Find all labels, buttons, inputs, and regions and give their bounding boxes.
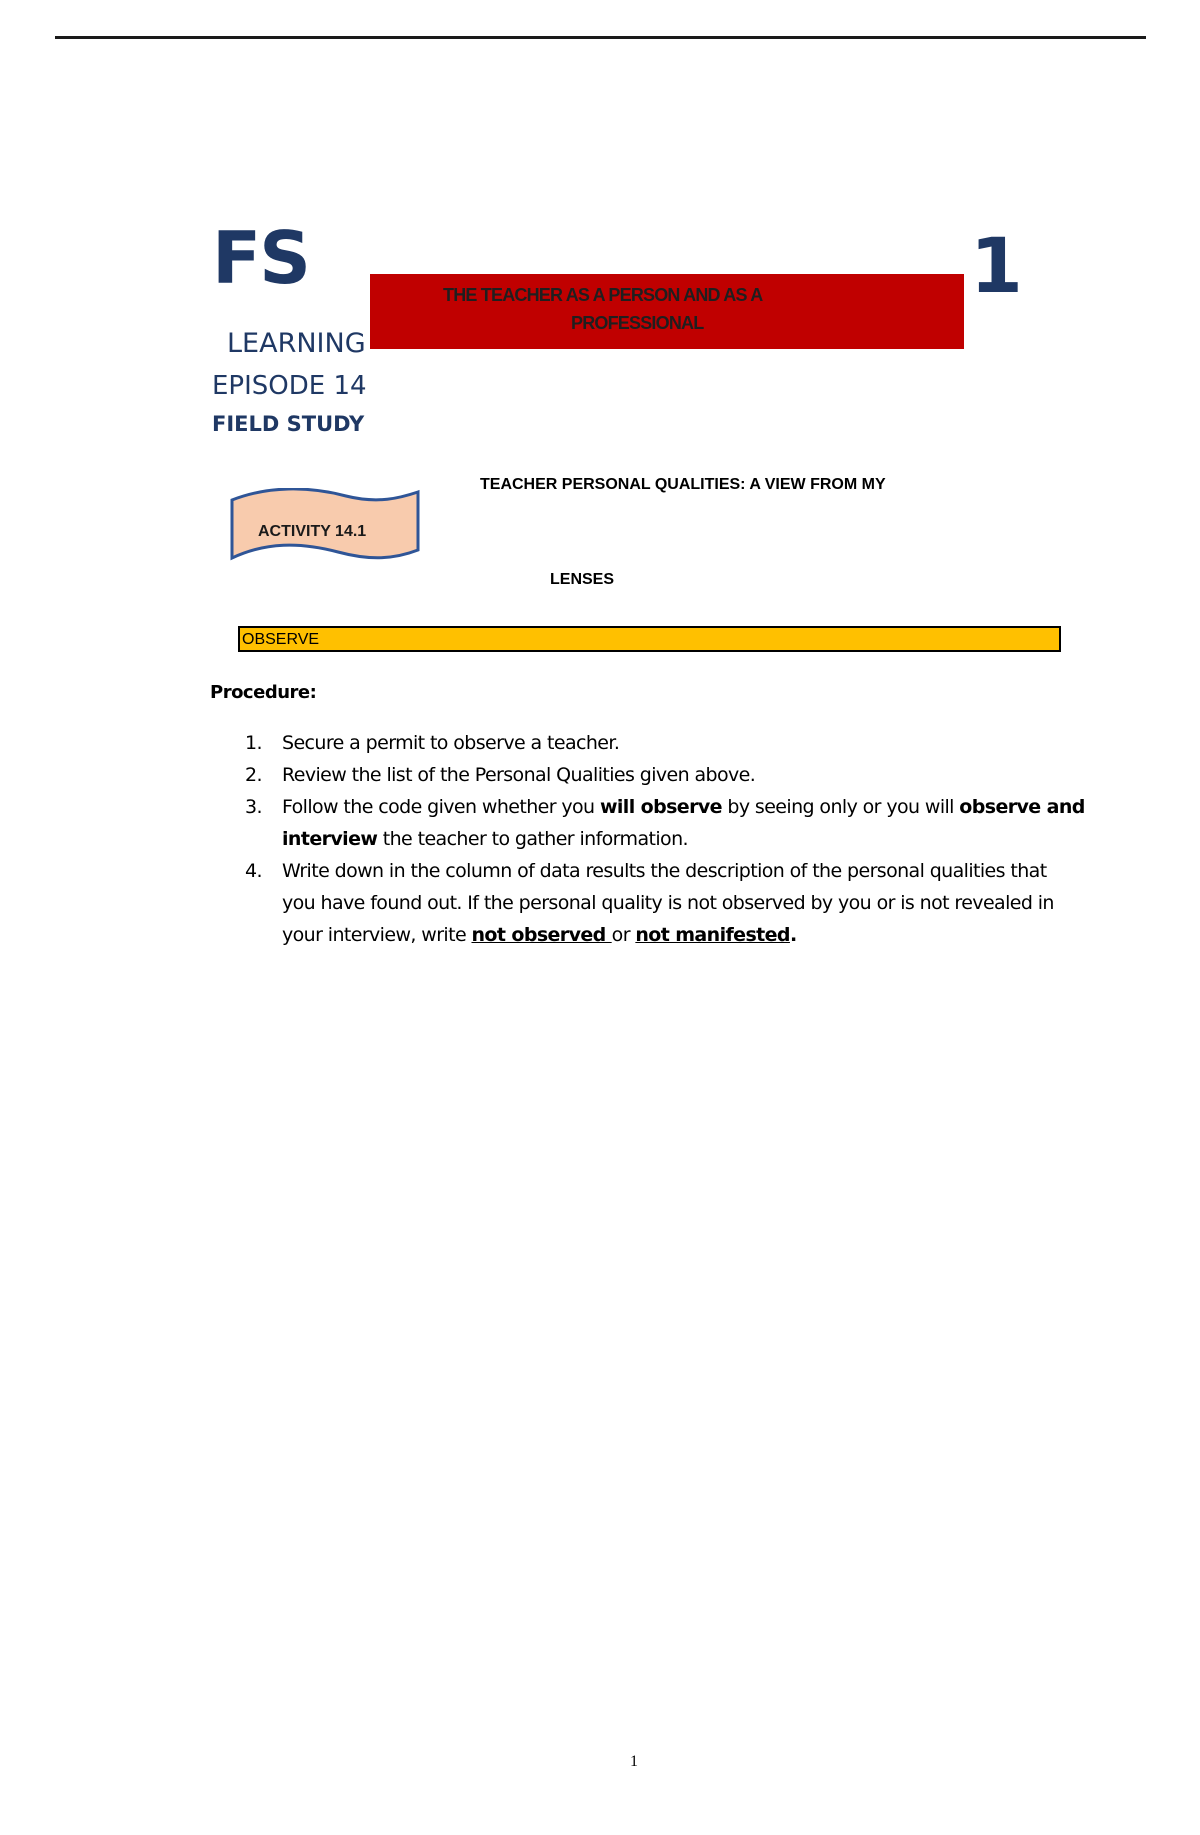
step-number: 3. bbox=[245, 796, 262, 818]
field-study-label: FIELD STUDY bbox=[212, 412, 365, 436]
activity-subtitle-line-1: TEACHER PERSONAL QUALITIES: A VIEW FROM MY bbox=[480, 476, 886, 493]
step-text-post: the teacher to gather information. bbox=[377, 828, 688, 850]
title-line-1: THE TEACHER AS A PERSON AND AS A bbox=[443, 285, 763, 305]
procedure-steps-list bbox=[245, 727, 1085, 951]
observe-label: OBSERVE bbox=[242, 631, 320, 648]
step-text-mid: by seeing only or you will bbox=[721, 796, 960, 818]
step-number: 1. bbox=[245, 732, 262, 754]
step-underline-not-observed: not observed bbox=[471, 924, 612, 946]
step-bold-observe-interview: observe and interview bbox=[282, 796, 1085, 850]
learning-label: LEARNING bbox=[227, 328, 366, 359]
step-number: 4. bbox=[245, 860, 262, 882]
observe-section-bar bbox=[238, 626, 1061, 652]
procedure-step-2 bbox=[245, 759, 1085, 791]
step-text: Review the list of the Personal Qualities given above. bbox=[282, 764, 756, 786]
step-text-pre: Write down in the column of data results the description of the personal qualities that you have found out. If the personal quality is not observed by you or is not revealed in your interview, write bbox=[282, 860, 1054, 946]
step-underline-not-manifested: not manifested bbox=[635, 924, 790, 946]
step-bold-will-observe: will observe bbox=[599, 796, 722, 818]
module-number: 1 bbox=[970, 221, 1023, 310]
fs-heading: FS bbox=[212, 216, 310, 300]
procedure-step-1 bbox=[245, 727, 1085, 759]
procedure-step-4 bbox=[245, 855, 1085, 951]
title-line-2: PROFESSIONAL bbox=[571, 313, 704, 333]
step-text: Secure a permit to observe a teacher. bbox=[282, 732, 620, 754]
activity-label: ACTIVITY 14.1 bbox=[258, 523, 367, 540]
step-text-pre: Follow the code given whether you bbox=[282, 796, 600, 818]
step-number: 2. bbox=[245, 764, 262, 786]
procedure-step-3 bbox=[245, 791, 1085, 855]
episode-label: EPISODE 14 bbox=[212, 371, 367, 401]
step-text-post: . bbox=[789, 924, 797, 946]
title-banner bbox=[370, 274, 964, 349]
step-text-mid: or bbox=[611, 924, 636, 946]
page-number: 1 bbox=[630, 1753, 638, 1770]
activity-subtitle-line-2: LENSES bbox=[550, 571, 615, 588]
top-horizontal-rule bbox=[55, 36, 1146, 39]
procedure-heading: Procedure: bbox=[210, 682, 317, 703]
